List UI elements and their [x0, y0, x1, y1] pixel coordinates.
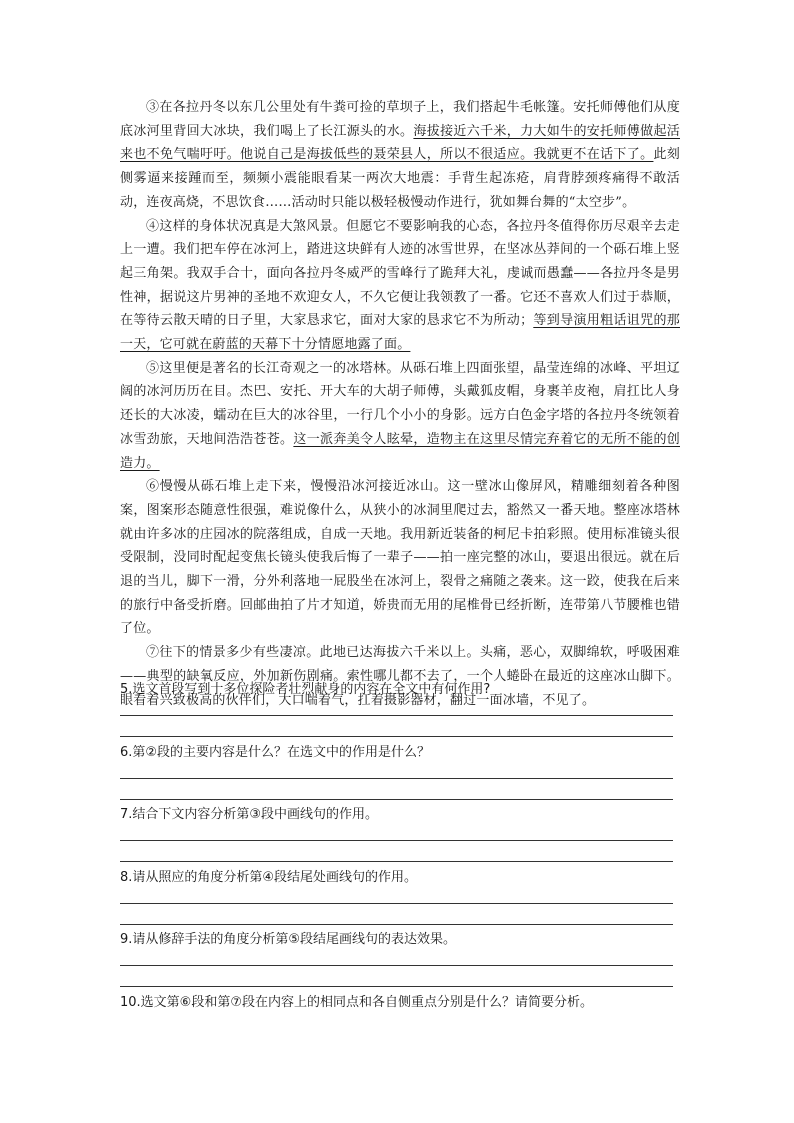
answer-line[interactable] — [120, 965, 673, 966]
question-text: 5.选文首段写到十多位探险者壮烈献身的内容在全文中有何作用? — [120, 682, 491, 697]
question-8 — [120, 864, 673, 927]
paragraph-3-text: ③在各拉丹冬以东几公里处有牛粪可捡的草坝子上，我们搭起牛毛帐篷。安托师傅他们从度底冰河里背回大冰块，我们喝上了长江源头的水。 — [120, 100, 680, 139]
question-10 — [120, 989, 673, 1052]
paragraph-4-underlined-sentence: 等到导演用粗话诅咒的那一天，它可就在蔚蓝的天幕下十分情愿地露了面。 — [120, 313, 680, 353]
question-9 — [120, 926, 673, 989]
answer-line[interactable] — [120, 986, 673, 987]
question-5 — [120, 676, 673, 739]
answer-line[interactable] — [120, 924, 673, 925]
paragraph-3-underlined-sentence: 海拔接近六千米，力大如牛的安托师傅做起活来也不免气喘吁吁。他说自己是海拔低些的聂荣县人，所以不很适应。我就更不在话下了。 — [120, 123, 680, 163]
question-text: 8.请从照应的角度分析第④段结尾处画线句的作用。 — [120, 869, 418, 885]
question-list — [120, 676, 673, 1051]
paragraph-4-text: ④这样的身体状况真是大煞风景。但愿它不要影响我的心态，各拉丹冬值得你历尽艰辛去走上一遭。我们把车停在冰河上，踏进这块鲜有人迹的冰雪世界，在坚冰丛莽间的一个砾石堆上竖起三角架。我双手合十，面向各拉丹冬威严的雪峰行了跪拜大礼，虔诚而愚蠢——各拉丹冬是男性神，据说这片男神的圣地不欢迎女人，不久它便让我领教了一番。它还不喜欢人们过于恭顺，在等待云散天晴的日子里，大家恳求它，面对大家的恳求它不为所动； — [120, 218, 680, 329]
answer-line[interactable] — [120, 840, 673, 841]
paragraph-5-underlined-sentence: 这一派奔美令人眩晕，造物主在这里尽情完弃着它的无所不能的创造力。 — [120, 431, 680, 471]
question-text: 10.选文第⑥段和第⑦段在内容上的相同点和各自侧重点分别是什么？请简要分析。 — [120, 994, 593, 1010]
answer-line[interactable] — [120, 778, 673, 779]
answer-line[interactable] — [120, 903, 673, 904]
reading-passage — [120, 96, 680, 712]
paragraph-5 — [120, 357, 680, 476]
answer-line[interactable] — [120, 799, 673, 800]
paragraph-3-text-end: 此刻侧雾逼来接踵而至，频频小震能眼看某一两次大地震：手背生起冻疮，肩背脖颈疼痛得不敢活动，连夜高烧，不思饮食……活动时只能以极轻极慢动作进行，犹如舞台舞的“太空步”。 — [120, 147, 680, 210]
paragraph-5-text: ⑤这里便是著名的长江奇观之一的冰塔林。从砾石堆上四面张望，晶莹连绵的冰峰、平坦辽阔的冰河历历在目。杰巴、安托、开大车的大胡子师傅，头戴狐皮帽，身裹羊皮袍，肩扛比人身还长的大冰凌，蠕动在巨大的冰谷里，一行几个小小的身影。远方白色金字塔的各拉丹冬统领着冰雪劲旅，天地间浩浩苍苍。 — [120, 360, 680, 447]
paragraph-6: ⑥慢慢从砾石堆上走下来，慢慢沿冰河接近冰山。这一壁冰山像屏风，精雕细刻着各种图案，图案形态随意性很强，难说像什么，从狭小的冰洞里爬过去，豁然又一番天地。整座冰塔林就由许多冰的庄园冰的院落组成，自成一天地。我用新近装备的柯尼卡拍彩照。使用标准镜头很受限制，没同时配起变焦长镜头使我后悔了一辈子——拍一座完整的冰山，要退出很远。就在后退的当儿，脚下一滑，分外利落地一屁股坐在冰河上，裂骨之痛随之袭来。这一跤，使我在后来的旅行中备受折磨。回邮曲拍了片才知道，娇贵而无用的尾椎骨已经折断，连带第八节腰椎也错了位。 — [120, 479, 680, 637]
question-text: 6.第②段的主要内容是什么？在选文中的作用是什么？ — [120, 744, 431, 760]
answer-line[interactable] — [120, 715, 673, 716]
answer-line[interactable] — [120, 736, 673, 737]
paragraph-4 — [120, 215, 680, 357]
paragraph-3 — [120, 96, 680, 215]
question-7 — [120, 801, 673, 864]
answer-line[interactable] — [120, 861, 673, 862]
question-text: 9.请从修辞手法的角度分析第⑤段结尾画线句的表达效果。 — [120, 932, 457, 947]
question-6 — [120, 739, 673, 802]
question-text: 7.结合下文内容分析第③段中画线句的作用。 — [120, 807, 379, 822]
paragraph-7: ⑦往下的情景多少有些凄凉。此地已达海拔六千米以上。头痛，恶心，双脚绵软，呼吸困难——典型的缺氧反应，外加新伤剧痛。索性哪儿都不去了，一个人蜷卧在最近的这座冰山脚下。眼看着兴致极高的伙伴们，大口喘着气，扛着摄影器材，翻过一面冰墙，不见了。 — [120, 645, 680, 708]
